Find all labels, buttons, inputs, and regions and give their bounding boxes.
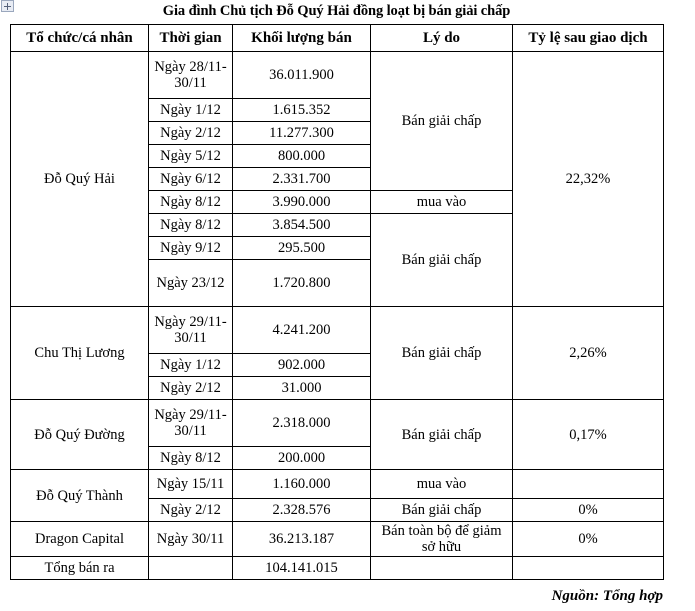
- table-row-total: [11, 557, 664, 580]
- reason-cell: mua vào: [371, 191, 513, 214]
- ratio-cell: 2,26%: [513, 307, 664, 400]
- time-cell: Ngày 2/12: [149, 122, 233, 145]
- volume-cell: 2.328.576: [233, 499, 371, 522]
- reason-cell: Bán giải chấp: [371, 499, 513, 522]
- total-label: Tổng bán ra: [11, 557, 149, 580]
- time-cell: Ngày 23/12: [149, 260, 233, 307]
- entity-dragon-capital: Dragon Capital: [11, 522, 149, 557]
- volume-cell: 11.277.300: [233, 122, 371, 145]
- column-header-ratio: Tỷ lệ sau giao dịch: [513, 25, 664, 52]
- volume-cell: 800.000: [233, 145, 371, 168]
- time-cell: Ngày 2/12: [149, 499, 233, 522]
- reason-cell: Bán toàn bộ để giảm sở hữu: [371, 522, 513, 557]
- reason-cell: Bán giải chấp: [371, 307, 513, 400]
- time-cell: Ngày 2/12: [149, 377, 233, 400]
- volume-cell: 295.500: [233, 237, 371, 260]
- ratio-cell-empty: [513, 470, 664, 499]
- table-row: [11, 307, 664, 354]
- table-row: [11, 52, 664, 99]
- time-cell: Ngày 29/11- 30/11: [149, 400, 233, 447]
- ratio-cell: 0,17%: [513, 400, 664, 470]
- volume-cell: 200.000: [233, 447, 371, 470]
- ratio-cell: 0%: [513, 499, 664, 522]
- volume-cell: 4.241.200: [233, 307, 371, 354]
- entity-do-quy-thanh: Đỗ Quý Thành: [11, 470, 149, 522]
- source-note: Nguồn: Tổng hợp: [551, 588, 663, 604]
- reason-cell: Bán giải chấp: [371, 52, 513, 191]
- table-header-row: [11, 25, 664, 52]
- volume-cell: 1.160.000: [233, 470, 371, 499]
- volume-cell: 2.318.000: [233, 400, 371, 447]
- ratio-cell-empty: [513, 557, 664, 580]
- reason-cell: Bán giải chấp: [371, 214, 513, 307]
- reason-cell: mua vào: [371, 470, 513, 499]
- volume-cell: 36.011.900: [233, 52, 371, 99]
- table-row: [11, 522, 664, 557]
- column-header-entity: Tổ chức/cá nhân: [11, 25, 149, 52]
- time-cell: Ngày 15/11: [149, 470, 233, 499]
- time-cell: Ngày 6/12: [149, 168, 233, 191]
- reason-cell-empty: [371, 557, 513, 580]
- column-header-time: Thời gian: [149, 25, 233, 52]
- time-cell: Ngày 8/12: [149, 447, 233, 470]
- time-cell: Ngày 1/12: [149, 99, 233, 122]
- page-title: Gia đình Chủ tịch Đỗ Quý Hải đồng loạt bị bán giải chấp: [162, 3, 511, 19]
- time-cell: Ngày 1/12: [149, 354, 233, 377]
- volume-cell: 3.854.500: [233, 214, 371, 237]
- time-cell: Ngày 30/11: [149, 522, 233, 557]
- reason-cell: Bán giải chấp: [371, 400, 513, 470]
- entity-do-quy-hai: Đỗ Quý Hải: [11, 52, 149, 307]
- volume-cell: 2.331.700: [233, 168, 371, 191]
- entity-chu-thi-luong: Chu Thị Lương: [11, 307, 149, 400]
- volume-cell: 902.000: [233, 354, 371, 377]
- total-volume-cell: 104.141.015: [233, 557, 371, 580]
- time-cell: Ngày 28/11- 30/11: [149, 52, 233, 99]
- time-cell: Ngày 5/12: [149, 145, 233, 168]
- time-cell-empty: [149, 557, 233, 580]
- volume-cell: 36.213.187: [233, 522, 371, 557]
- column-header-volume: Khối lượng bán: [233, 25, 371, 52]
- column-header-reason: Lý do: [371, 25, 513, 52]
- time-cell: Ngày 9/12: [149, 237, 233, 260]
- table-row: [11, 400, 664, 447]
- table-row: [11, 470, 664, 499]
- ratio-cell: 22,32%: [513, 52, 664, 307]
- volume-cell: 1.720.800: [233, 260, 371, 307]
- time-cell: Ngày 29/11- 30/11: [149, 307, 233, 354]
- share-sale-table: [10, 24, 664, 580]
- time-cell: Ngày 8/12: [149, 191, 233, 214]
- volume-cell: 31.000: [233, 377, 371, 400]
- entity-do-quy-duong: Đỗ Quý Đường: [11, 400, 149, 470]
- volume-cell: 1.615.352: [233, 99, 371, 122]
- ratio-cell: 0%: [513, 522, 664, 557]
- volume-cell: 3.990.000: [233, 191, 371, 214]
- time-cell: Ngày 8/12: [149, 214, 233, 237]
